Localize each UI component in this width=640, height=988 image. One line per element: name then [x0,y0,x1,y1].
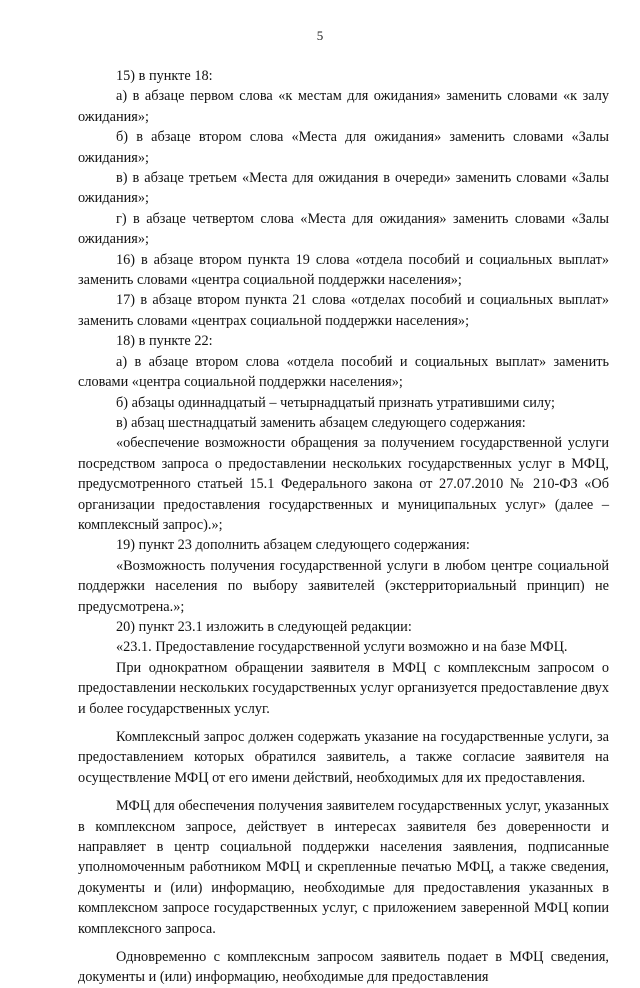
paragraph: г) в абзаце четвертом слова «Места для ожидания» заменить словами «Залы ожидания»; [78,210,609,248]
paragraph: б) абзацы одиннадцатый – четырнадцатый признать утратившими силу; [116,394,555,411]
paragraph: 20) пункт 23.1 изложить в следующей редакции: [116,618,412,635]
document-body [78,66,609,988]
paragraph: «23.1. Предоставление государственной услуги возможно и на базе МФЦ. [116,639,568,656]
paragraph: а) в абзаце первом слова «к местам для ожидания» заменить словами «к залу ожидания»; [78,88,609,125]
paragraph: Одновременно с комплексным запросом заявитель подает в МФЦ сведения, документы и (или) информацию, необходимые для предоставления [78,949,609,986]
paragraph: а) в абзаце втором слова «отдела пособий и социальных выплат» заменить словами «центра социальной поддержки населения»; [78,353,609,391]
paragraph: При однократном обращении заявителя в МФЦ с комплексным запросом о предоставлении нескольких государственных услуг организуется предоставление двух и более государственных услуг. [78,659,609,717]
paragraph: 19) пункт 23 дополнить абзацем следующего содержания: [116,537,470,554]
paragraph: МФЦ для обеспечения получения заявителем государственных услуг, указанных в комплексном запросе, действует в интересах заявителя без доверенности и направляет в центр социальной поддержки населения заявления, подписанные уполномоченным работником МФЦ и скрепленные печатью МФЦ, а также сведения, документы и (или) информацию, необходимые для предоставления указанных в комплексном запросе государственных услуг, с приложением заверенной МФЦ копии комплексного запроса. [78,798,609,937]
paragraph: 15) в пункте 18: [116,68,213,84]
paragraph: в) в абзаце третьем «Места для ожидания в очереди» заменить словами «Залы ожидания»; [78,170,609,207]
paragraph: 16) в абзаце втором пункта 19 слова «отдела пособий и социальных выплат» заменить словами «центра социальной поддержки населения»; [78,251,609,289]
paragraph: Комплексный запрос должен содержать указание на государственные услуги, за предоставлением которых обратился заявитель, а также согласие заявителя на осуществление МФЦ от его имени действий, необходимых для их предоставления. [78,729,609,786]
paragraph: «Возможность получения государственной услуги в любом центре социальной поддержки населения по выбору заявителей (экстерриториальный принцип) не предусмотрена.»; [78,557,609,615]
paragraph: 18) в пункте 22: [116,333,213,350]
paragraph: б) в абзаце втором слова «Места для ожидания» заменить словами «Залы ожидания»; [78,129,609,166]
paragraph: в) абзац шестнадцатый заменить абзацем следующего содержания: [116,414,526,431]
paragraph: «обеспечение возможности обращения за получением государственной услуги посредством запроса о предоставлении нескольких государственных услуг в МФЦ, предусмотренного статьей 15.1 Федерального закона от 27.07.2010 № 210-ФЗ «Об организации предоставления государственных и муниципальных услуг» (далее – комплексный запрос).»; [78,435,609,533]
paragraph: 17) в абзаце втором пункта 21 слова «отделах пособий и социальных выплат» заменить словами «центрах социальной поддержки населения»; [78,292,609,329]
page-number: 5 [316,28,324,43]
